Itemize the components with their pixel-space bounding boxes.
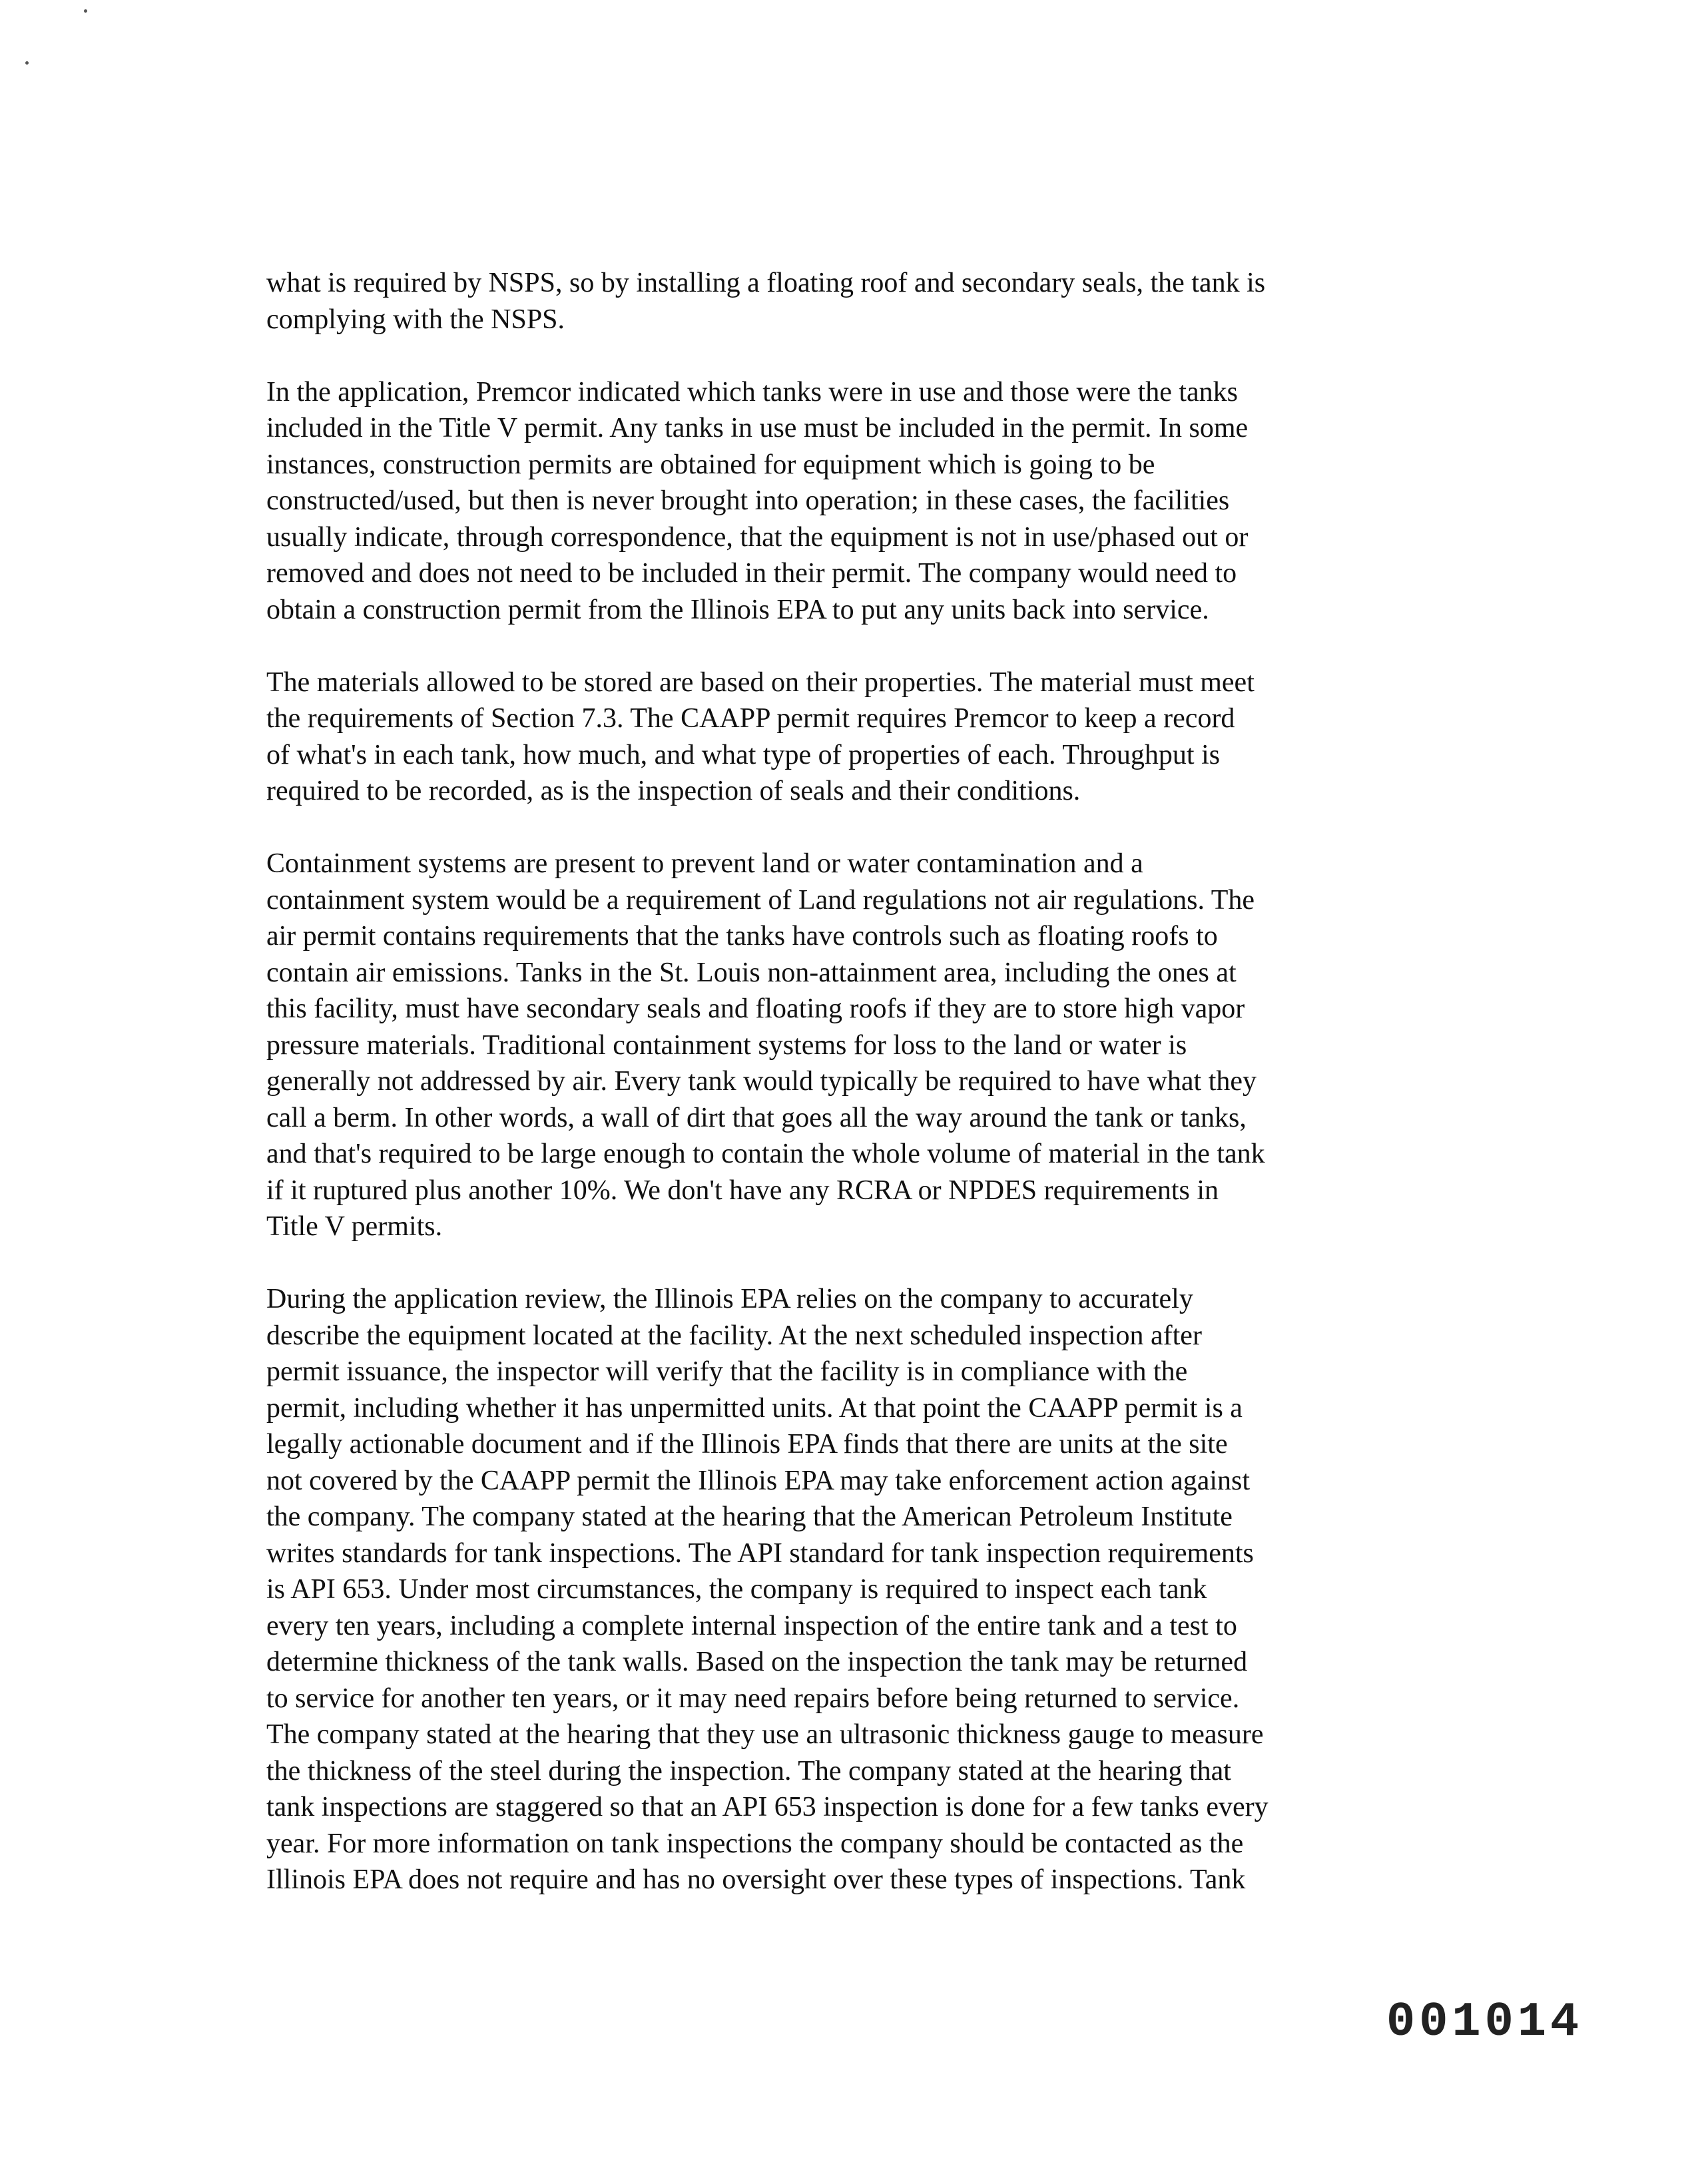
text-line: legally actionable document and if the Illinois EPA finds that there are units at the site: [266, 1429, 1228, 1460]
text-line: to service for another ten years, or it may need repairs before being returned to service.: [266, 1683, 1240, 1714]
text-line: the company. The company stated at the hearing that the American Petroleum Institute: [266, 1502, 1233, 1532]
text-line: instances, construction permits are obtained for equipment which is going to be: [266, 449, 1155, 480]
scan-speck: [84, 9, 87, 13]
text-line: what is required by NSPS, so by installing a floating roof and secondary seals, the tank is: [266, 268, 1266, 298]
paragraph: [266, 265, 1425, 338]
body-text: [266, 265, 1425, 1898]
text-line: is API 653. Under most circumstances, the company is required to inspect each tank: [266, 1574, 1207, 1605]
text-line: air permit contains requirements that the tanks have controls such as floating roofs to: [266, 921, 1218, 952]
text-line: During the application review, the Illinois EPA relies on the company to accurately: [266, 1284, 1193, 1314]
text-line: of what's in each tank, how much, and what type of properties of each. Throughput is: [266, 739, 1221, 770]
paragraph: [266, 374, 1425, 629]
text-line: usually indicate, through correspondence, that the equipment is not in use/phased out or: [266, 521, 1249, 553]
text-line: and that's required to be large enough to contain the whole volume of material in the tank: [266, 1139, 1265, 1169]
text-line: constructed/used, but then is never brought into operation; in these cases, the facilities: [266, 485, 1230, 516]
text-line: writes standards for tank inspections. The API standard for tank inspection requirements: [266, 1537, 1254, 1569]
text-line: tank inspections are staggered so that an API 653 inspection is done for a few tanks every: [266, 1792, 1269, 1822]
page-number: 001014: [1386, 1995, 1583, 2049]
text-line: permit issuance, the inspector will verify that the facility is in compliance with the: [266, 1356, 1188, 1387]
text-line: call a berm. In other words, a wall of dirt that goes all the way around the tank or tanks,: [266, 1102, 1247, 1133]
text-line: In the application, Premcor indicated which tanks were in use and those were the tanks: [266, 376, 1239, 408]
text-line: year. For more information on tank inspections the company should be contacted as the: [266, 1828, 1244, 1859]
text-line: pressure materials. Traditional containment systems for loss to the land or water is: [266, 1029, 1187, 1061]
text-line: included in the Title V permit. Any tanks in use must be included in the permit. In some: [266, 413, 1249, 443]
text-line: permit, including whether it has unpermitted units. At that point the CAAPP permit is a: [266, 1392, 1243, 1424]
text-line: containment system would be a requirement of Land regulations not air regulations. The: [266, 884, 1255, 916]
text-line: contain air emissions. Tanks in the St. Louis non-attainment area, including the ones at: [266, 957, 1237, 988]
text-line: The company stated at the hearing that they use an ultrasonic thickness gauge to measure: [266, 1719, 1264, 1750]
text-line: Title V permits.: [266, 1211, 443, 1242]
text-line: obtain a construction permit from the Illinois EPA to put any units back into service.: [266, 594, 1209, 625]
text-line: complying with the NSPS.: [266, 304, 565, 335]
text-line: if it ruptured plus another 10%. We don't have any RCRA or NPDES requirements in: [266, 1175, 1219, 1206]
text-line: not covered by the CAAPP permit the Illinois EPA may take enforcement action against: [266, 1465, 1251, 1496]
text-line: describe the equipment located at the facility. At the next scheduled inspection after: [266, 1320, 1202, 1351]
text-line: every ten years, including a complete internal inspection of the entire tank and a test to: [266, 1610, 1237, 1641]
text-line: the requirements of Section 7.3. The CAAPP permit requires Premcor to keep a record: [266, 703, 1235, 734]
text-line: this facility, must have secondary seals and floating roofs if they are to store high vapor: [266, 993, 1245, 1024]
scan-speck: [25, 61, 29, 65]
paragraph: [266, 846, 1425, 1245]
paragraph: [266, 665, 1425, 810]
text-line: removed and does not need to be included in their permit. The company would need to: [266, 558, 1237, 589]
text-line: Illinois EPA does not require and has no oversight over these types of inspections. Tank: [266, 1864, 1246, 1895]
text-line: generally not addressed by air. Every tank would typically be required to have what they: [266, 1066, 1257, 1097]
text-line: Containment systems are present to prevent land or water contamination and a: [266, 848, 1143, 879]
text-line: determine thickness of the tank walls. Based on the inspection the tank may be returned: [266, 1647, 1248, 1677]
paragraph: [266, 1281, 1425, 1898]
text-line: The materials allowed to be stored are based on their properties. The material must meet: [266, 667, 1255, 698]
text-line: the thickness of the steel during the inspection. The company stated at the hearing that: [266, 1755, 1231, 1786]
text-line: required to be recorded, as is the inspection of seals and their conditions.: [266, 776, 1081, 806]
